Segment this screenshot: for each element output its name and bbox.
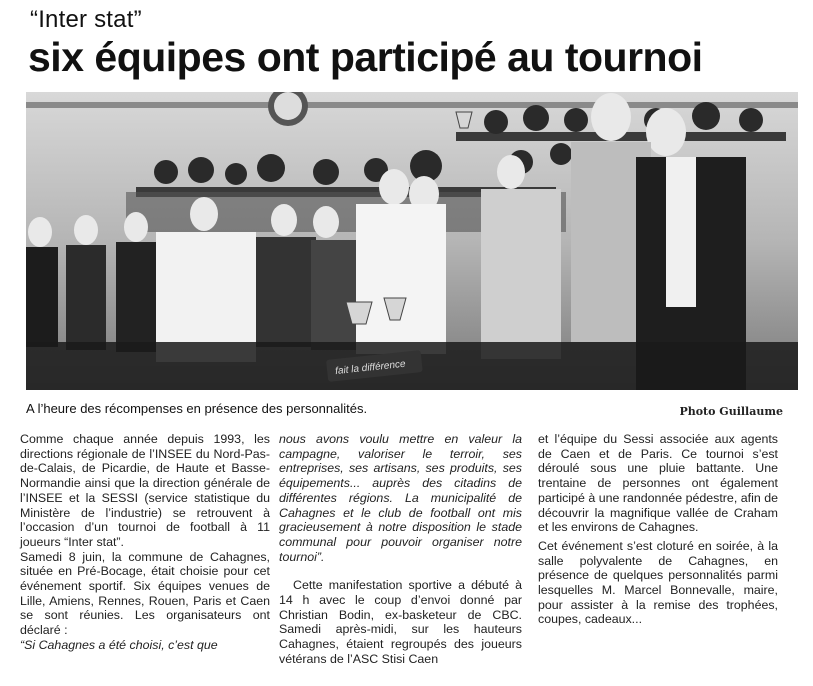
photo-illustration [26,92,798,390]
paragraph: Cet événement s’est cloturé en soirée, à la salle polyvalente de Cahagnes, en présence de quelques personnalités parmi lesquelles M. Marcel Bonnevalle, maire, pour assister à la remise des trophées, coupes, cadeaux... [538,538,778,627]
photo-caption: A l’heure des récompenses en présence des personnalités. [26,401,368,416]
paragraph: Comme chaque année depuis 1993, les directions régionale de l’INSEE du Nord-Pas-de-Calais, de Picardie, de Haute et Basse-Normandie ainsi que la direction générale de l’INSEE et la SESSI (service statistique du Ministère de l’industrie) se retrouvent à l’occasion d’un tournoi de football à 11 joueurs “Inter stat”. [20,432,270,549]
article-headline: six équipes ont participé au tournoi [28,34,703,80]
paragraph: et l’équipe du Sessi associée aux agents de Caen et de Paris. Ce tournoi s’est déroulé sous une pluie battante. Une trentaine de personnes ont également participé à une randonnée pédestre, afin de découvrir la magnifique vallée de Craham et les environs de Cahagnes. [538,432,778,535]
article-photo [26,92,798,390]
paragraph: Cette manifestation sportive a débuté à 14 h avec le coup d’envoi donné par Christian Bodin, ex-basketeur de CBC. Samedi après-midi, sur les hauteurs Cahagnes, étaient regroupés des joueurs vétérans de l’ASC Stisi Caen [279,578,522,666]
article-column-3 [538,432,778,627]
quote-start: “Si Cahagnes a été choisi, c’est que [20,637,218,652]
article-kicker: “Inter stat” [30,6,142,33]
paragraph: Samedi 8 juin, la commune de Cahagnes, située en Pré-Bocage, était choisie pour cet événement sportif. Six équipes venues de Lille, Amiens, Rennes, Rouen, Paris et Caen se sont réunies. Les organisateurs ont déclaré : [20,549,270,638]
article-column-2 [279,432,522,667]
article-column-1 [20,432,270,653]
photo-credit: Photo Guillaume [679,405,783,418]
quote-continued: nous avons voulu mettre en valeur la campagne, valoriser le terroir, ses entreprises, ses artisans, ses produits, ses équipements... auprès des citadins de différentes régions. La municipalité de Cahagnes et le club de football ont mis gracieusement à notre disposition le stade communal pour pouvoir organiser notre tournoi”. [279,432,522,564]
photo-banner-text: fait la différence [334,358,407,378]
